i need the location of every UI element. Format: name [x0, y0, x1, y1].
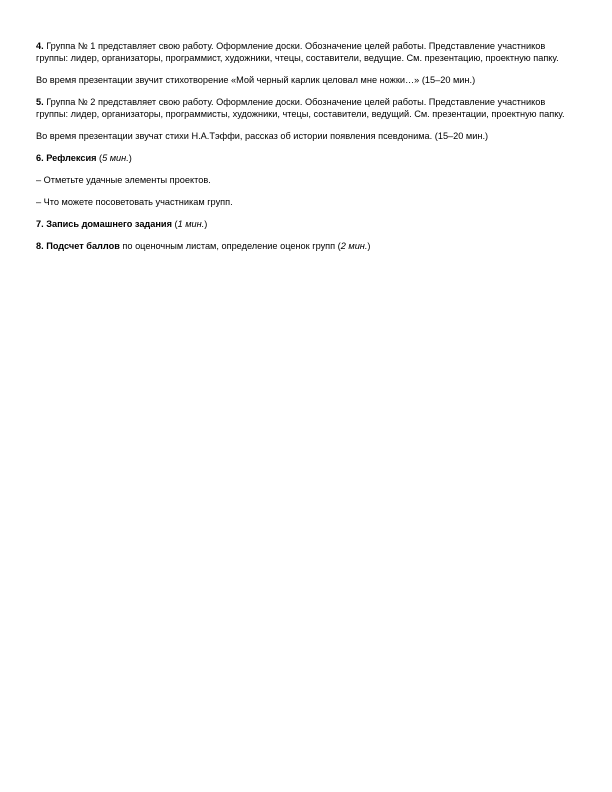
step-heading: 7. Запись домашнего задания — [36, 219, 172, 229]
document-body — [36, 40, 576, 262]
step-number: 5. — [36, 97, 44, 107]
paragraph-homework — [36, 218, 576, 230]
paragraph-group-1 — [36, 40, 576, 64]
paren-close: ) — [204, 219, 208, 229]
paren-open: ( — [96, 153, 103, 163]
paragraph-group-2 — [36, 96, 576, 120]
paren-open: ( — [171, 219, 178, 229]
time-duration: 2 мин. — [340, 241, 368, 251]
paragraph-text: Во время презентации звучат стихи Н.А.Тэффи, рассказ об истории появления псевдонима. (15–20 мин.) — [36, 131, 489, 141]
step-heading: 6. Рефлексия — [36, 153, 97, 163]
paren-close: ) — [367, 241, 371, 251]
paragraph-text: Группа № 2 представляет свою работу. Оформление доски. Обозначение целей работы. Представление участников группы: лидер, организаторы, программисты, художники, чтецы, составители, ведущий. См. презентации, проектную папку. — [36, 97, 565, 119]
paragraph-group-2-note — [36, 130, 576, 142]
paragraph-text: Во время презентации звучит стихотворение «Мой черный карлик целовал мне ножки…» (15–20 мин.) — [36, 75, 476, 85]
paragraph-text: по оценочным листам, определение оценок групп ( — [119, 241, 341, 251]
paragraph-text: – Что можете посоветовать участникам групп. — [36, 197, 233, 207]
paragraph-reflection — [36, 152, 576, 164]
paragraph-text: Группа № 1 представляет свою работу. Оформление доски. Обозначение целей работы. Представление участников группы: лидер, организаторы, программист, художники, чтецы, составители, ведущие. См. презентацию, проектную папку. — [36, 41, 559, 63]
time-duration: 5 мин. — [102, 153, 129, 163]
paragraph-text: – Отметьте удачные элементы проектов. — [36, 175, 211, 185]
step-heading: 8. Подсчет баллов — [36, 241, 120, 251]
step-number: 4. — [36, 41, 44, 51]
paragraph-group-1-note — [36, 74, 576, 86]
paragraph-reflection-q1 — [36, 174, 576, 186]
time-duration: 1 мин. — [177, 219, 205, 229]
paragraph-scoring — [36, 240, 576, 252]
paragraph-reflection-q2 — [36, 196, 576, 208]
paren-close: ) — [128, 153, 132, 163]
